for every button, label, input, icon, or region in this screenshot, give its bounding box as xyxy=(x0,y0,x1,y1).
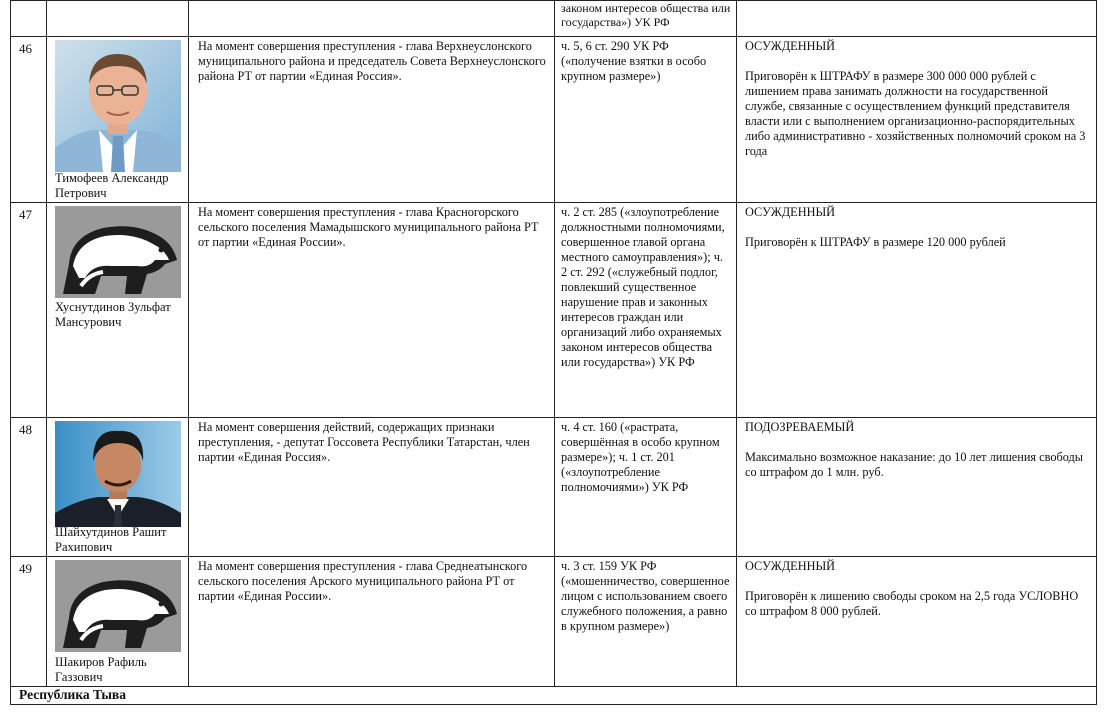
verdict-text: Максимально возможное наказание: до 10 лет лишения свободы со штрафом до 1 млн. руб. xyxy=(745,450,1084,479)
description-text: На момент совершения преступления - глава Верхнеуслонского муниципального района и председатель Совета Верхнеуслонского района РТ от партии «Единая Россия». xyxy=(198,39,546,83)
article-text: ч. 2 ст. 285 («злоупотребление должностными полномочиями, совершенное главой органа местного самоуправления»); ч. 2 ст. 292 («служебный подлог, повлекший существенное нарушение прав и законных интересов граждан или организаций либо охраняемых законом интересов общества или государства») УК РФ xyxy=(561,205,725,369)
description-text: На момент совершения преступления - глава Красногорского сельского поселения Мамадышского муниципального района РТ от партии «Единая России». xyxy=(198,205,539,249)
status-cell xyxy=(737,557,1097,687)
description-text: На момент совершения действий, содержащих признаки преступления, - депутат Госсовета Республики Татарстан, член партии «Единая Россия». xyxy=(198,420,530,464)
photo-cell xyxy=(47,37,189,203)
verdict-text: Приговорён к лишению свободы сроком на 2,5 года УСЛОВНО со штрафом 8 000 рублей. xyxy=(745,589,1079,618)
row-number: 48 xyxy=(11,418,47,557)
status-cell xyxy=(737,418,1097,557)
description-cell xyxy=(189,37,555,203)
description-cell xyxy=(189,203,555,418)
table-row xyxy=(11,37,1097,203)
portrait-photo xyxy=(55,421,181,527)
row-number: 47 xyxy=(11,203,47,418)
article-text: законом интересов общества или государства») УК РФ xyxy=(561,1,731,29)
article-text: ч. 4 ст. 160 («растрата, совершённая в особо крупном размере»); ч. 1 ст. 201 («злоупотребление полномочиями») УК РФ xyxy=(561,420,720,494)
table-row xyxy=(11,203,1097,418)
status-cell xyxy=(737,37,1097,203)
row-number-cell xyxy=(11,1,47,37)
article-text: ч. 5, 6 ст. 290 УК РФ («получение взятки в особо крупном размере») xyxy=(561,39,707,83)
status-label: ПОДОЗРЕВАЕМЫЙ xyxy=(745,420,855,434)
article-cell xyxy=(555,37,737,203)
convictions-table xyxy=(10,0,1097,705)
table-row xyxy=(11,1,1097,37)
row-number: 49 xyxy=(11,557,47,687)
portrait-photo xyxy=(55,40,181,172)
description-cell xyxy=(189,418,555,557)
status-label: ОСУЖДЕННЫЙ xyxy=(745,39,836,53)
article-cell xyxy=(555,557,737,687)
photo-cell xyxy=(47,418,189,557)
photo-cell xyxy=(47,1,189,37)
photo-cell xyxy=(47,203,189,418)
party-bear-logo xyxy=(55,206,181,298)
status-label: ОСУЖДЕННЫЙ xyxy=(745,205,836,219)
verdict-text: Приговорён к ШТРАФУ в размере 120 000 рублей xyxy=(745,235,1006,249)
person-name: Тимофеев Александр Петрович xyxy=(55,171,169,200)
row-number: 46 xyxy=(11,37,47,203)
region-header-row xyxy=(11,687,1097,705)
region-label: Республика Тыва xyxy=(11,687,1097,705)
photo-cell xyxy=(47,557,189,687)
description-cell xyxy=(189,557,555,687)
status-cell xyxy=(737,203,1097,418)
verdict-text: Приговорён к ШТРАФУ в размере 300 000 000 рублей с лишением права занимать должности на государственной службе, связанные с осуществлением функций представителя власти или с выполнением организационно-распорядительных либо административно - хозяйственных полномочий сроком на 3 года xyxy=(745,69,1086,158)
description-text: На момент совершения преступления - глава Среднеатынского сельского поселения Арского муниципального района РТ от партии «Единая России». xyxy=(198,559,528,603)
person-name: Шайхутдинов Рашит Рахипович xyxy=(55,525,167,554)
article-cell xyxy=(555,418,737,557)
status-label: ОСУЖДЕННЫЙ xyxy=(745,559,836,573)
article-cell xyxy=(555,203,737,418)
person-name: Хуснутдинов Зульфат Мансурович xyxy=(55,300,171,329)
party-bear-logo xyxy=(55,560,181,652)
table-row xyxy=(11,557,1097,687)
table-row xyxy=(11,418,1097,557)
description-cell xyxy=(189,1,555,37)
article-cell xyxy=(555,1,737,37)
article-text: ч. 3 ст. 159 УК РФ («мошенничество, совершенное лицом с использованием своего служебного положения, а равно в крупном размере») xyxy=(561,559,730,633)
status-cell xyxy=(737,1,1097,37)
person-name: Шакиров Рафиль Газзович xyxy=(55,655,147,684)
